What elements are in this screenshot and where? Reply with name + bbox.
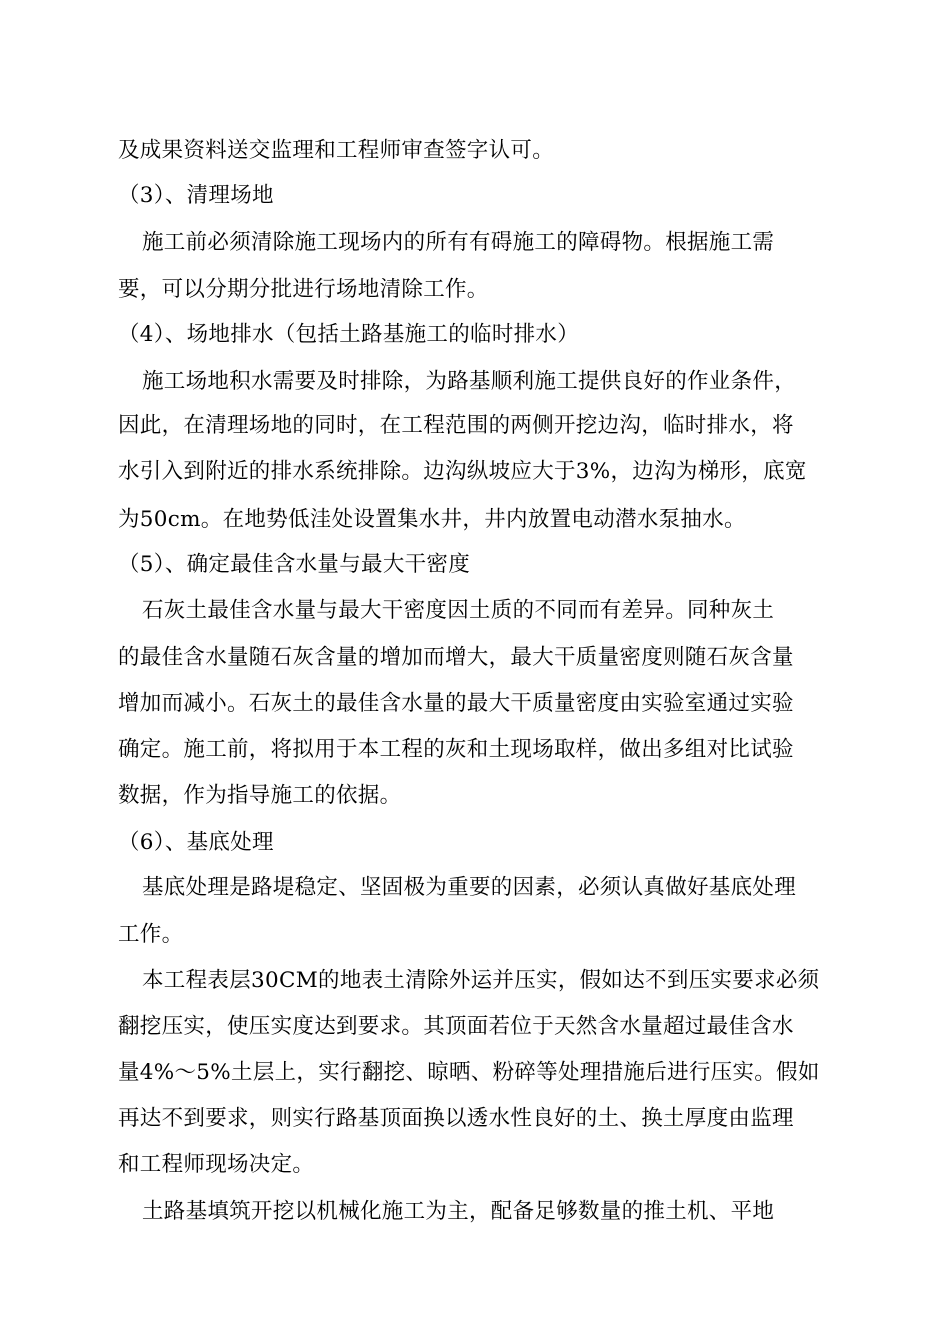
paragraph-line: 为50cm。在地势低洼处设置集水井，井内放置电动潜水泵抽水。: [118, 507, 746, 532]
paragraph-line: 水引入到附近的排水系统排除。边沟纵坡应大于3%，边沟为梯形，底宽: [118, 459, 807, 484]
paragraph-line: 因此，在清理场地的同时，在工程范围的两侧开挖边沟，临时排水，将: [118, 413, 794, 438]
paragraph-line: 施工场地积水需要及时排除，为路基顺利施工提供良好的作业条件，: [142, 369, 797, 394]
paragraph-line: 本工程表层30CM的地表土清除外运并压实，假如达不到压实要求必须: [142, 968, 820, 993]
paragraph-line: 土路基填筑开挖以机械化施工为主，配备足够数量的推土机、平地: [142, 1199, 775, 1224]
paragraph-line: 和工程师现场决定。: [118, 1152, 315, 1177]
section-heading-4: （4）、场地排水（包括土路基施工的临时排水）: [118, 322, 580, 347]
paragraph-line: 要，可以分期分批进行场地清除工作。: [118, 277, 489, 302]
paragraph-line: 及成果资料送交监理和工程师审查签字认可。: [118, 138, 555, 163]
paragraph-line: 的最佳含水量随石灰含量的增加而增大，最大干质量密度则随石灰含量: [118, 645, 794, 670]
paragraph-line: 量4%～5%土层上，实行翻挖、晾晒、粉碎等处理措施后进行压实。假如: [118, 1060, 820, 1085]
paragraph-line: 基底处理是路堤稳定、坚固极为重要的因素，必须认真做好基底处理: [142, 875, 797, 900]
paragraph-line: 增加而减小。石灰土的最佳含水量的最大干质量密度由实验室通过实验: [118, 691, 794, 716]
section-heading-3: （3）、清理场地: [118, 183, 274, 208]
paragraph-line: 确定。施工前，将拟用于本工程的灰和土现场取样，做出多组对比试验: [118, 737, 794, 762]
paragraph-line: 施工前必须清除施工现场内的所有有碍施工的障碍物。根据施工需: [142, 230, 775, 255]
paragraph-line: 再达不到要求，则实行路基顶面换以透水性良好的土、换土厚度由监理: [118, 1106, 794, 1131]
paragraph-line: 翻挖压实，使压实度达到要求。其顶面若位于天然含水量超过最佳含水: [118, 1014, 794, 1039]
section-heading-5: （5）、确定最佳含水量与最大干密度: [118, 552, 471, 577]
section-heading-6: （6）、基底处理: [118, 830, 274, 855]
paragraph-line: 石灰土最佳含水量与最大干密度因土质的不同而有差异。同种灰土: [142, 598, 775, 623]
paragraph-line: 数据，作为指导施工的依据。: [118, 783, 402, 808]
paragraph-line: 工作。: [118, 922, 184, 947]
